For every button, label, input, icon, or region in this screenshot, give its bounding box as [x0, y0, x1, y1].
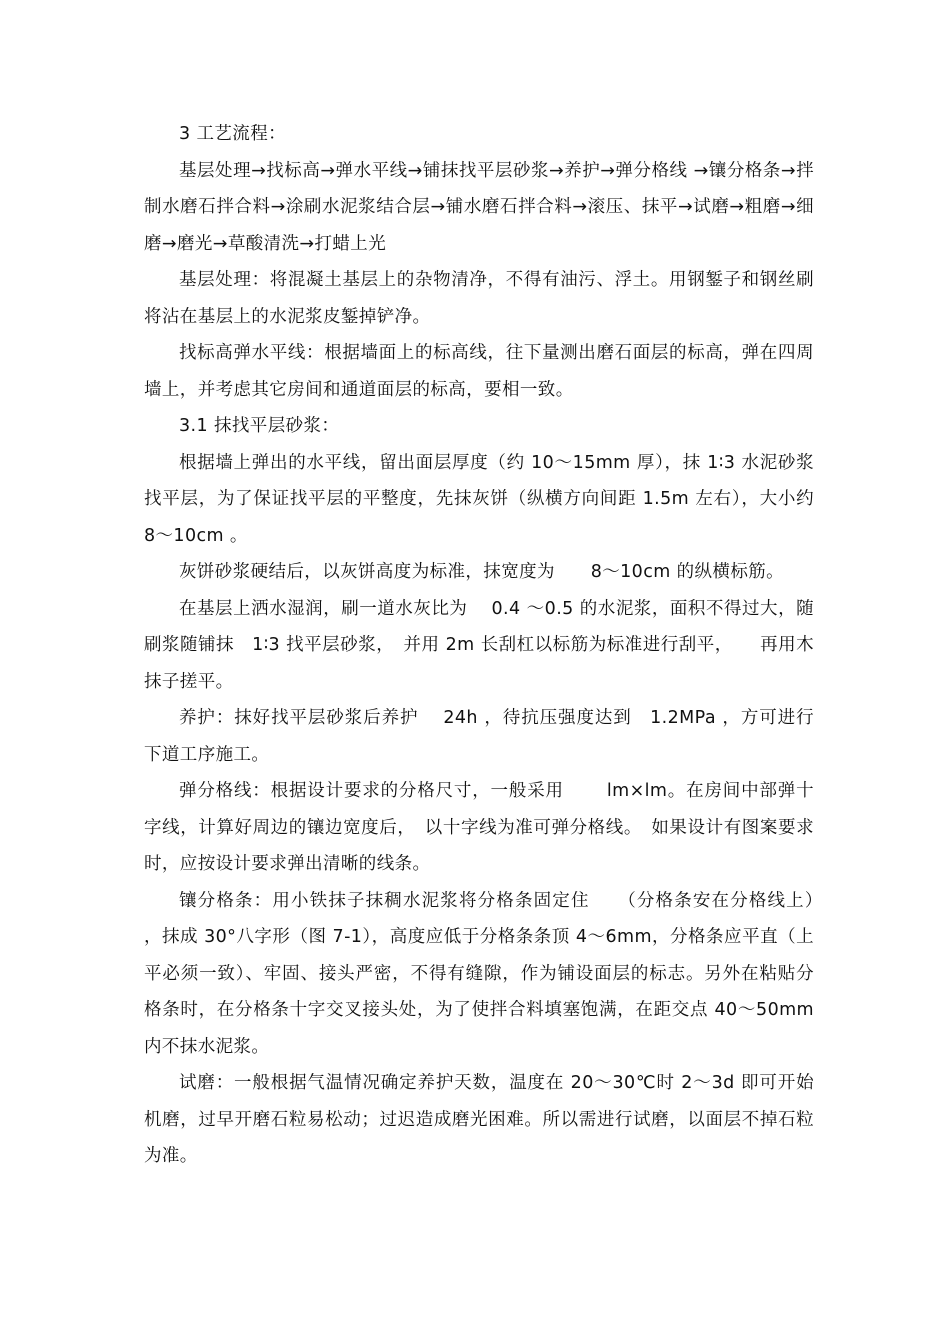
- paragraph-divider-strips: 镶分格条：用小铁抹子抹稠水泥浆将分格条固定住 （分格条安在分格线上） ，抹成 30°八字形（图 7-1），高度应低于分格条条顶 4～6mm，分格条应平直（上平必须一致）、牢固、接头严密，不得有缝隙，作为铺设面层的标志。另外在粘贴分格条时，在分格条十字交叉接头处，为了使拌合料填塞饱满，在距交点 40～50mm 内不抹水泥浆。: [144, 890, 832, 1057]
- paragraph-leveling-mortar: 根据墙上弹出的水平线，留出面层厚度（约 10～15mm 厚），抹 1∶3 水泥砂浆找平层，为了保证找平层的平整度，先抹灰饼（纵横方向间距 1.5m 左右），大小约 8～10cm 。: [144, 452, 814, 546]
- paragraph-cement-slurry: 在基层上洒水湿润，刷一道水灰比为 0.4 ～0.5 的水泥浆，面积不得过大，随刷浆随铺抹 1∶3 找平层砂浆， 并用 2m 长刮杠以标筋为标准进行刮平， 再用木抹子搓平。: [144, 598, 814, 692]
- paragraph-process-flow: 基层处理→找标高→弹水平线→铺抹找平层砂浆→养护→弹分格线 →镶分格条→拌制水磨石拌合料→涂刷水泥浆结合层→铺水磨石拌合料→滚压、抹平→试磨→粗磨→细磨→磨光→草酸清洗→打蜡上光: [144, 160, 814, 254]
- paragraph-trial-grinding: 试磨：一般根据气温情况确定养护天数，温度在 20～30℃时 2～3d 即可开始机磨，过早开磨石粒易松动；过迟造成磨光困难。所以需进行试磨，以面层不掉石粒为准。: [144, 1073, 814, 1166]
- section-heading-leveling-mortar: 3.1 抹找平层砂浆：: [179, 416, 340, 436]
- paragraph-grid-lines: 弹分格线：根据设计要求的分格尺寸，一般采用 lm×lm。在房间中部弹十字线，计算好周边的镶边宽度后， 以十字线为准可弹分格线。 如果设计有图案要求时，应按设计要求弹出清晰的线条。: [144, 781, 814, 874]
- paragraph-screed-strips: 灰饼砂浆硬结后，以灰饼高度为标准，抹宽度为 8～10cm 的纵横标筋。: [179, 562, 785, 582]
- section-heading-process: 3 工艺流程：: [179, 124, 286, 144]
- paragraph-level-line: 找标高弹水平线：根据墙面上的标高线，往下量测出磨石面层的标高，弹在四周墙上，并考虑其它房间和通道面层的标高，要相一致。: [144, 343, 814, 400]
- paragraph-base-treatment: 基层处理：将混凝土基层上的杂物清净，不得有油污、浮土。用钢錾子和钢丝刷将沾在基层上的水泥浆皮錾掉铲净。: [144, 270, 814, 327]
- document-body: [144, 116, 832, 1175]
- paragraph-curing: 养护：抹好找平层砂浆后养护 24h ，待抗压强度达到 1.2MPa ，方可进行下道工序施工。: [144, 708, 814, 765]
